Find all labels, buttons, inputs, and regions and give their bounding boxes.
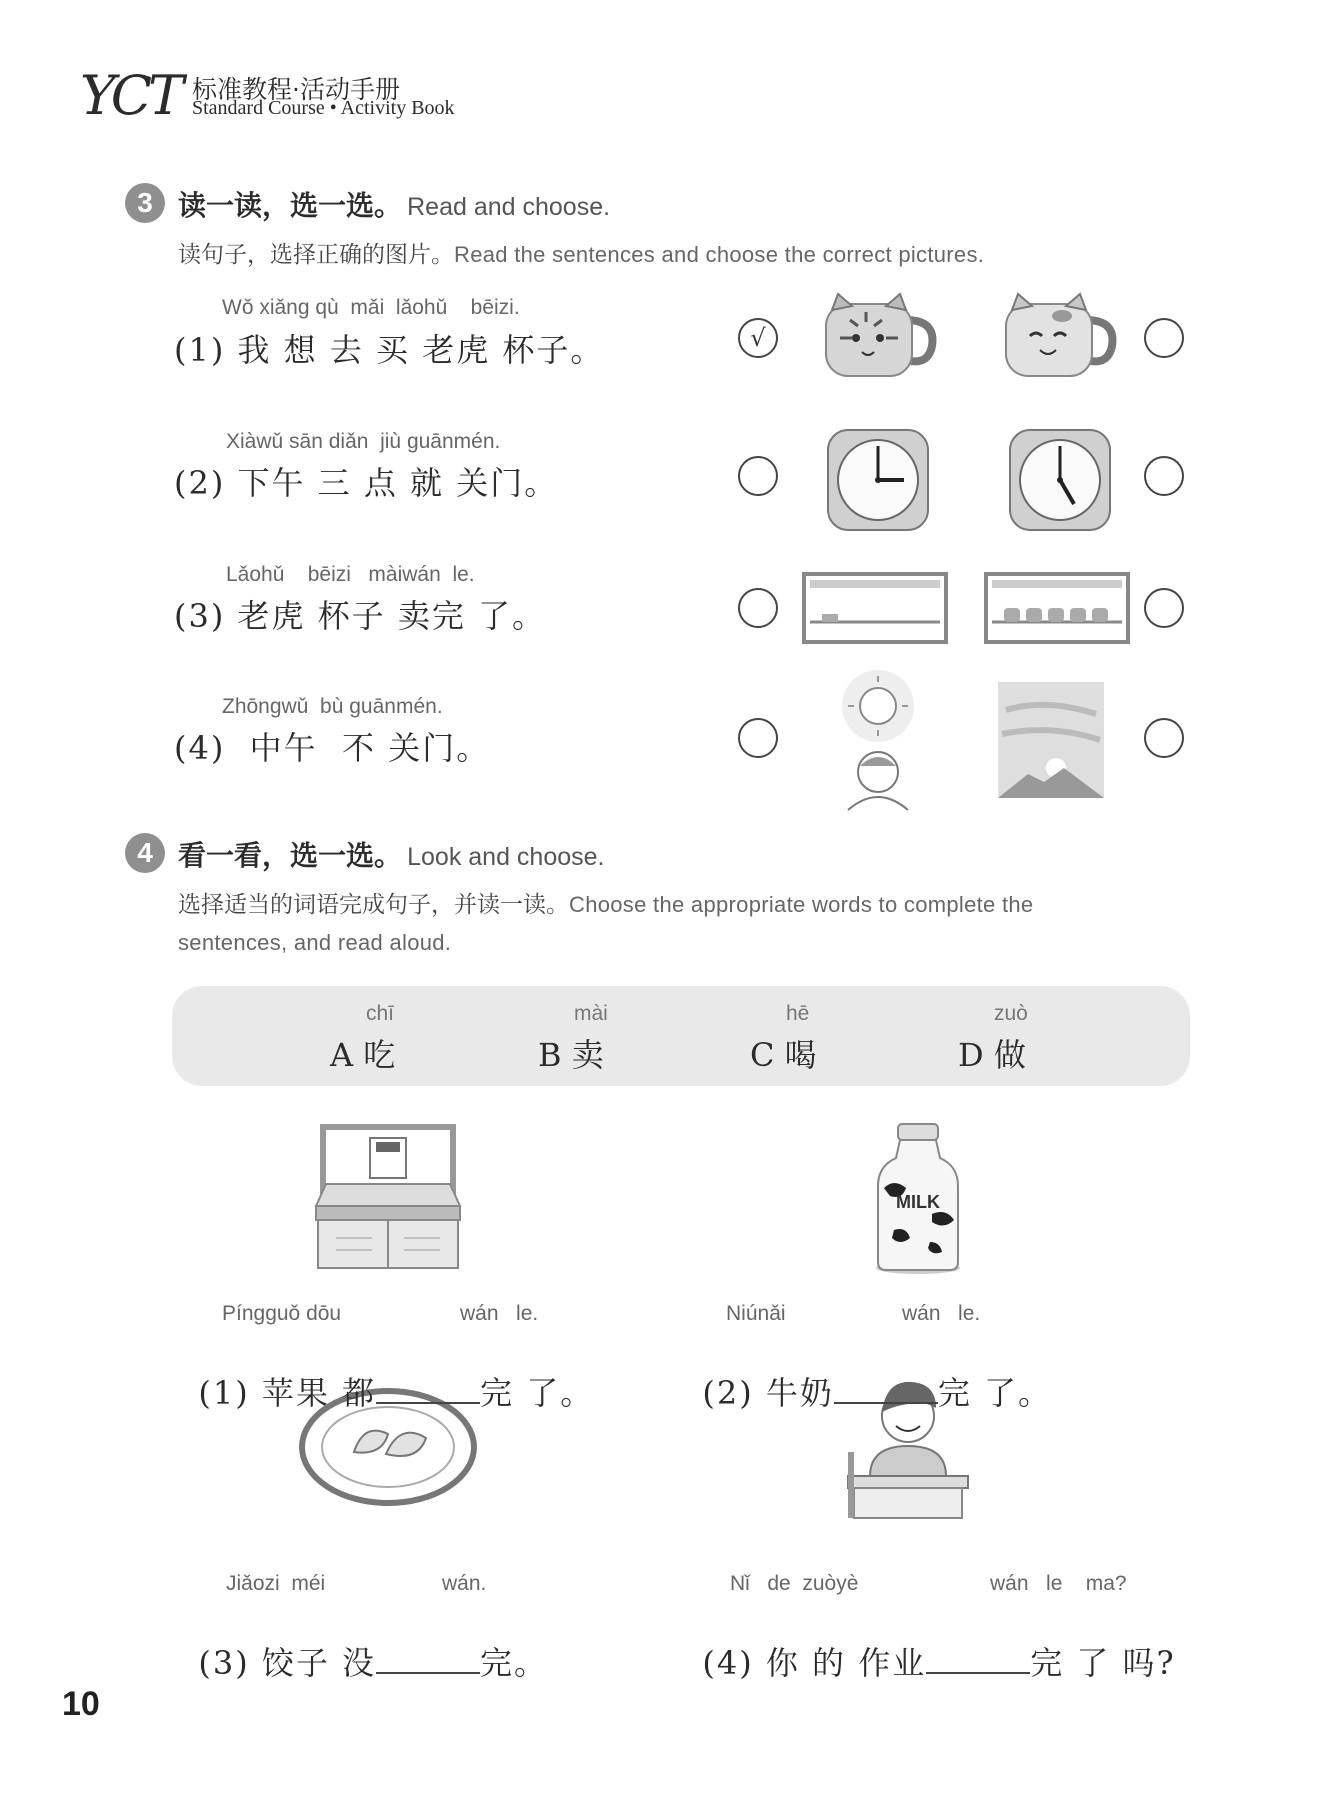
milk-bottle-icon [870, 1122, 966, 1274]
s4-item1-blank[interactable] [376, 1376, 480, 1404]
section-4-instruction-en: Choose the appropriate words to complete the [569, 892, 1034, 917]
page-number: 10 [62, 1685, 100, 1723]
word-options-box [172, 986, 1190, 1086]
s4-item3-before: (3) 饺子 没 [198, 1644, 377, 1682]
s3-item3-sentence: (3) 老虎 杯子 卖完 了。 [174, 597, 547, 635]
s3-item3-left-answer-circle[interactable] [738, 588, 778, 628]
tiger-mug-icon [820, 290, 940, 380]
s4-item2-pinyin-a: Niúnǎi [726, 1302, 786, 1325]
option-b-pinyin: mài [574, 1002, 608, 1025]
section-4-title-en: Look and choose. [407, 843, 605, 871]
section-3-instruction [178, 236, 984, 269]
section-4-instruction-cn: 选择适当的词语完成句子，并读一读。 [178, 892, 569, 918]
milk-label: MILK [896, 1192, 940, 1212]
s3-item2-right-answer-circle[interactable] [1144, 456, 1184, 496]
book-title-en: Standard Course • Activity Book [192, 97, 455, 119]
s3-item1-pinyin: Wǒ xiǎng qù mǎi lǎohǔ bēizi. [222, 296, 520, 319]
sunrise-mountain-icon [996, 680, 1106, 800]
section-4-number: 4 [125, 833, 165, 873]
clock-three-icon [826, 428, 930, 532]
s4-item1-sentence [174, 1330, 594, 1414]
s3-item2-pinyin: Xiàwǔ sān diǎn jiù guānmén. [226, 430, 501, 453]
s4-item4-after: 完 了 吗? [1030, 1644, 1176, 1682]
s4-item2-pinyin-b: wán le. [902, 1302, 981, 1325]
section-4-instruction [178, 886, 1033, 919]
s3-item4-sentence: (4) 中午 不 关门。 [174, 729, 491, 767]
s3-item4-right-answer-circle[interactable] [1144, 718, 1184, 758]
section-3-instruction-cn: 读句子，选择正确的图片。 [178, 242, 454, 268]
section-3-title [178, 184, 610, 224]
section-4-title [178, 834, 605, 874]
s4-item3-pinyin-b: wán. [442, 1572, 487, 1595]
section-3-title-cn: 读一读，选一选。 [178, 189, 403, 222]
s3-item4-left-answer-circle[interactable] [738, 718, 778, 758]
option-a[interactable]: A 吃 [330, 1036, 396, 1074]
s4-item4-before: (4) 你 的 作业 [702, 1644, 927, 1682]
s4-item1-before: (1) 苹果 都 [198, 1374, 377, 1412]
cat-mug-icon [1000, 290, 1120, 380]
option-b[interactable]: B 卖 [538, 1036, 604, 1074]
s4-item2-sentence [678, 1330, 1052, 1414]
option-c-pinyin: hē [786, 1002, 810, 1025]
s4-item2-after: 完 了。 [937, 1374, 1053, 1412]
empty-shelf-icon [802, 572, 948, 644]
s4-item3-sentence [174, 1600, 548, 1684]
s4-item3-after: 完。 [480, 1644, 549, 1682]
s4-item2-before: (2) 牛奶 [702, 1374, 834, 1412]
option-a-pinyin: chī [366, 1002, 395, 1025]
s4-item3-pinyin-a: Jiǎozi méi [226, 1572, 326, 1595]
s3-item3-right-answer-circle[interactable] [1144, 588, 1184, 628]
section-3-instruction-en: Read the sentences and choose the correct pictures. [454, 242, 985, 267]
s4-item4-pinyin-b: wán le ma? [990, 1572, 1127, 1595]
s4-item3-blank[interactable] [376, 1646, 480, 1674]
s4-item4-blank[interactable] [926, 1646, 1030, 1674]
s3-item1-left-answer-circle[interactable]: √ [738, 318, 778, 358]
s3-item2-sentence: (2) 下午 三 点 就 关门。 [174, 464, 559, 502]
yct-logo: YCT [80, 64, 181, 127]
noon-sun-icon [818, 670, 938, 810]
fruit-stand-icon [312, 1122, 464, 1270]
s3-item4-pinyin: Zhōngwǔ bù guānmén. [222, 695, 443, 718]
s3-item1-sentence: (1) 我 想 去 买 老虎 杯子。 [174, 331, 605, 369]
s4-item4-pinyin-a: Nǐ de zuòyè [730, 1572, 859, 1595]
s4-item4-sentence [678, 1600, 1176, 1684]
s4-item2-blank[interactable] [834, 1376, 938, 1404]
full-shelf-icon [984, 572, 1130, 644]
clock-five-icon [1008, 428, 1112, 532]
s3-item3-pinyin: Lǎohǔ bēizi màiwán le. [226, 563, 475, 586]
section-3-number: 3 [125, 183, 165, 223]
s4-item1-after: 完 了。 [480, 1374, 595, 1412]
option-d[interactable]: D 做 [958, 1036, 1026, 1074]
section-4-title-cn: 看一看，选一选。 [178, 839, 403, 872]
section-4-instruction-en-line2: sentences, and read aloud. [178, 930, 452, 955]
option-d-pinyin: zuò [994, 1002, 1028, 1025]
option-c[interactable]: C 喝 [750, 1036, 817, 1074]
s4-item1-pinyin-b: wán le. [460, 1302, 539, 1325]
book-title-cn: 标准教程·活动手册 [192, 75, 400, 104]
s4-item1-pinyin-a: Píngguǒ dōu [222, 1302, 342, 1325]
s3-item1-right-answer-circle[interactable] [1144, 318, 1184, 358]
section-3-title-en: Read and choose. [407, 193, 611, 221]
s3-item2-left-answer-circle[interactable] [738, 456, 778, 496]
